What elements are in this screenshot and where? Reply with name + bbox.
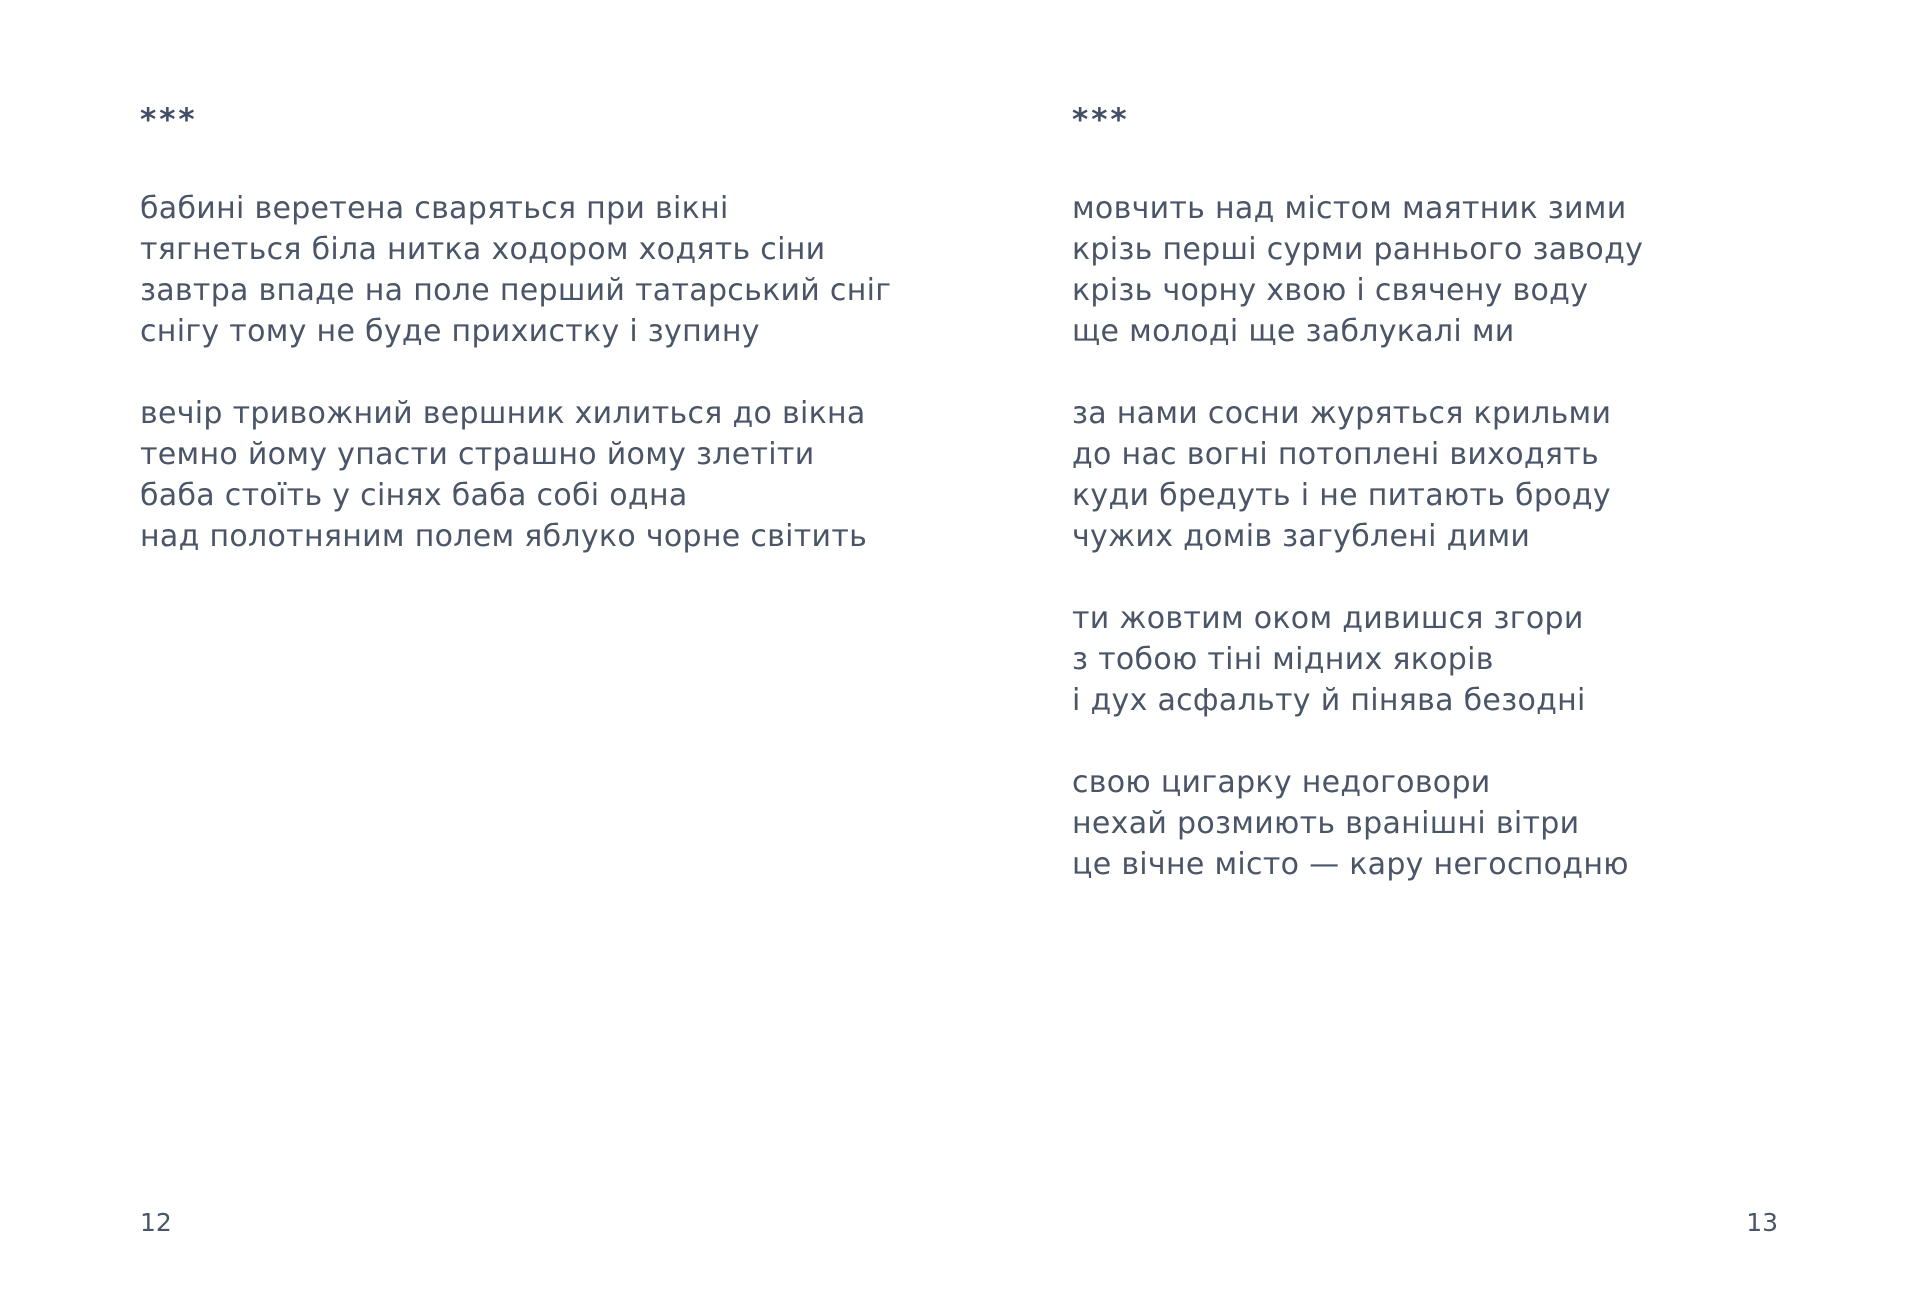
- stanza: [140, 188, 900, 352]
- poem-line: за нами сосни журяться крильми: [1072, 396, 1612, 431]
- poem-line: крізь перші сурми раннього заводу: [1072, 232, 1644, 267]
- stanza: [1072, 598, 1832, 721]
- page-right: [1072, 100, 1832, 885]
- poem-line: темно йому упасти страшно йому злетіти: [140, 437, 815, 472]
- poem: [1072, 188, 1832, 885]
- poem-line: куди бредуть і не питають броду: [1072, 478, 1611, 513]
- poem-line: ти жовтим оком дивишся згори: [1072, 601, 1584, 636]
- poem-line: над полотняним полем яблуко чорне світить: [140, 519, 868, 554]
- poem-line: до нас вогні потоплені виходять: [1072, 437, 1600, 472]
- poem-line: завтра впаде на поле перший татарський сніг: [140, 273, 892, 308]
- poem-line: з тобою тіні мідних якорів: [1072, 642, 1494, 677]
- stanza: [140, 393, 900, 557]
- poem-line: тягнеться біла нитка ходором ходять сіни: [140, 232, 826, 267]
- poem-line: вечір тривожний вершник хилиться до вікна: [140, 396, 866, 431]
- poem-line: мовчить над містом маятник зими: [1072, 191, 1627, 226]
- poem-line: чужих домів загублені дими: [1072, 519, 1531, 554]
- page-number: 12: [140, 1208, 172, 1237]
- poem-header: ***: [140, 102, 198, 138]
- poem-line: бабині веретена сваряться при вікні: [140, 191, 729, 226]
- poem-line: нехай розмиють вранішні вітри: [1072, 806, 1580, 841]
- poem: [140, 188, 900, 557]
- stanza: [1072, 762, 1832, 885]
- poem-line: свою цигарку недоговори: [1072, 765, 1491, 800]
- poem-line: крізь чорну хвою і свячену воду: [1072, 273, 1589, 308]
- page-number: 13: [1746, 1208, 1778, 1237]
- poem-line: ще молоді ще заблукалі ми: [1072, 314, 1515, 349]
- poem-line: це вічне місто — кару негосподню: [1072, 847, 1629, 882]
- page-left: [140, 100, 900, 557]
- poem-line: снігу тому не буде прихистку і зупину: [140, 314, 760, 349]
- poem-line: баба стоїть у сінях баба собі одна: [140, 478, 688, 513]
- poem-header: ***: [1072, 102, 1130, 138]
- stanza: [1072, 188, 1832, 352]
- stanza: [1072, 393, 1832, 557]
- poem-line: і дух асфальту й пінява безодні: [1072, 683, 1586, 718]
